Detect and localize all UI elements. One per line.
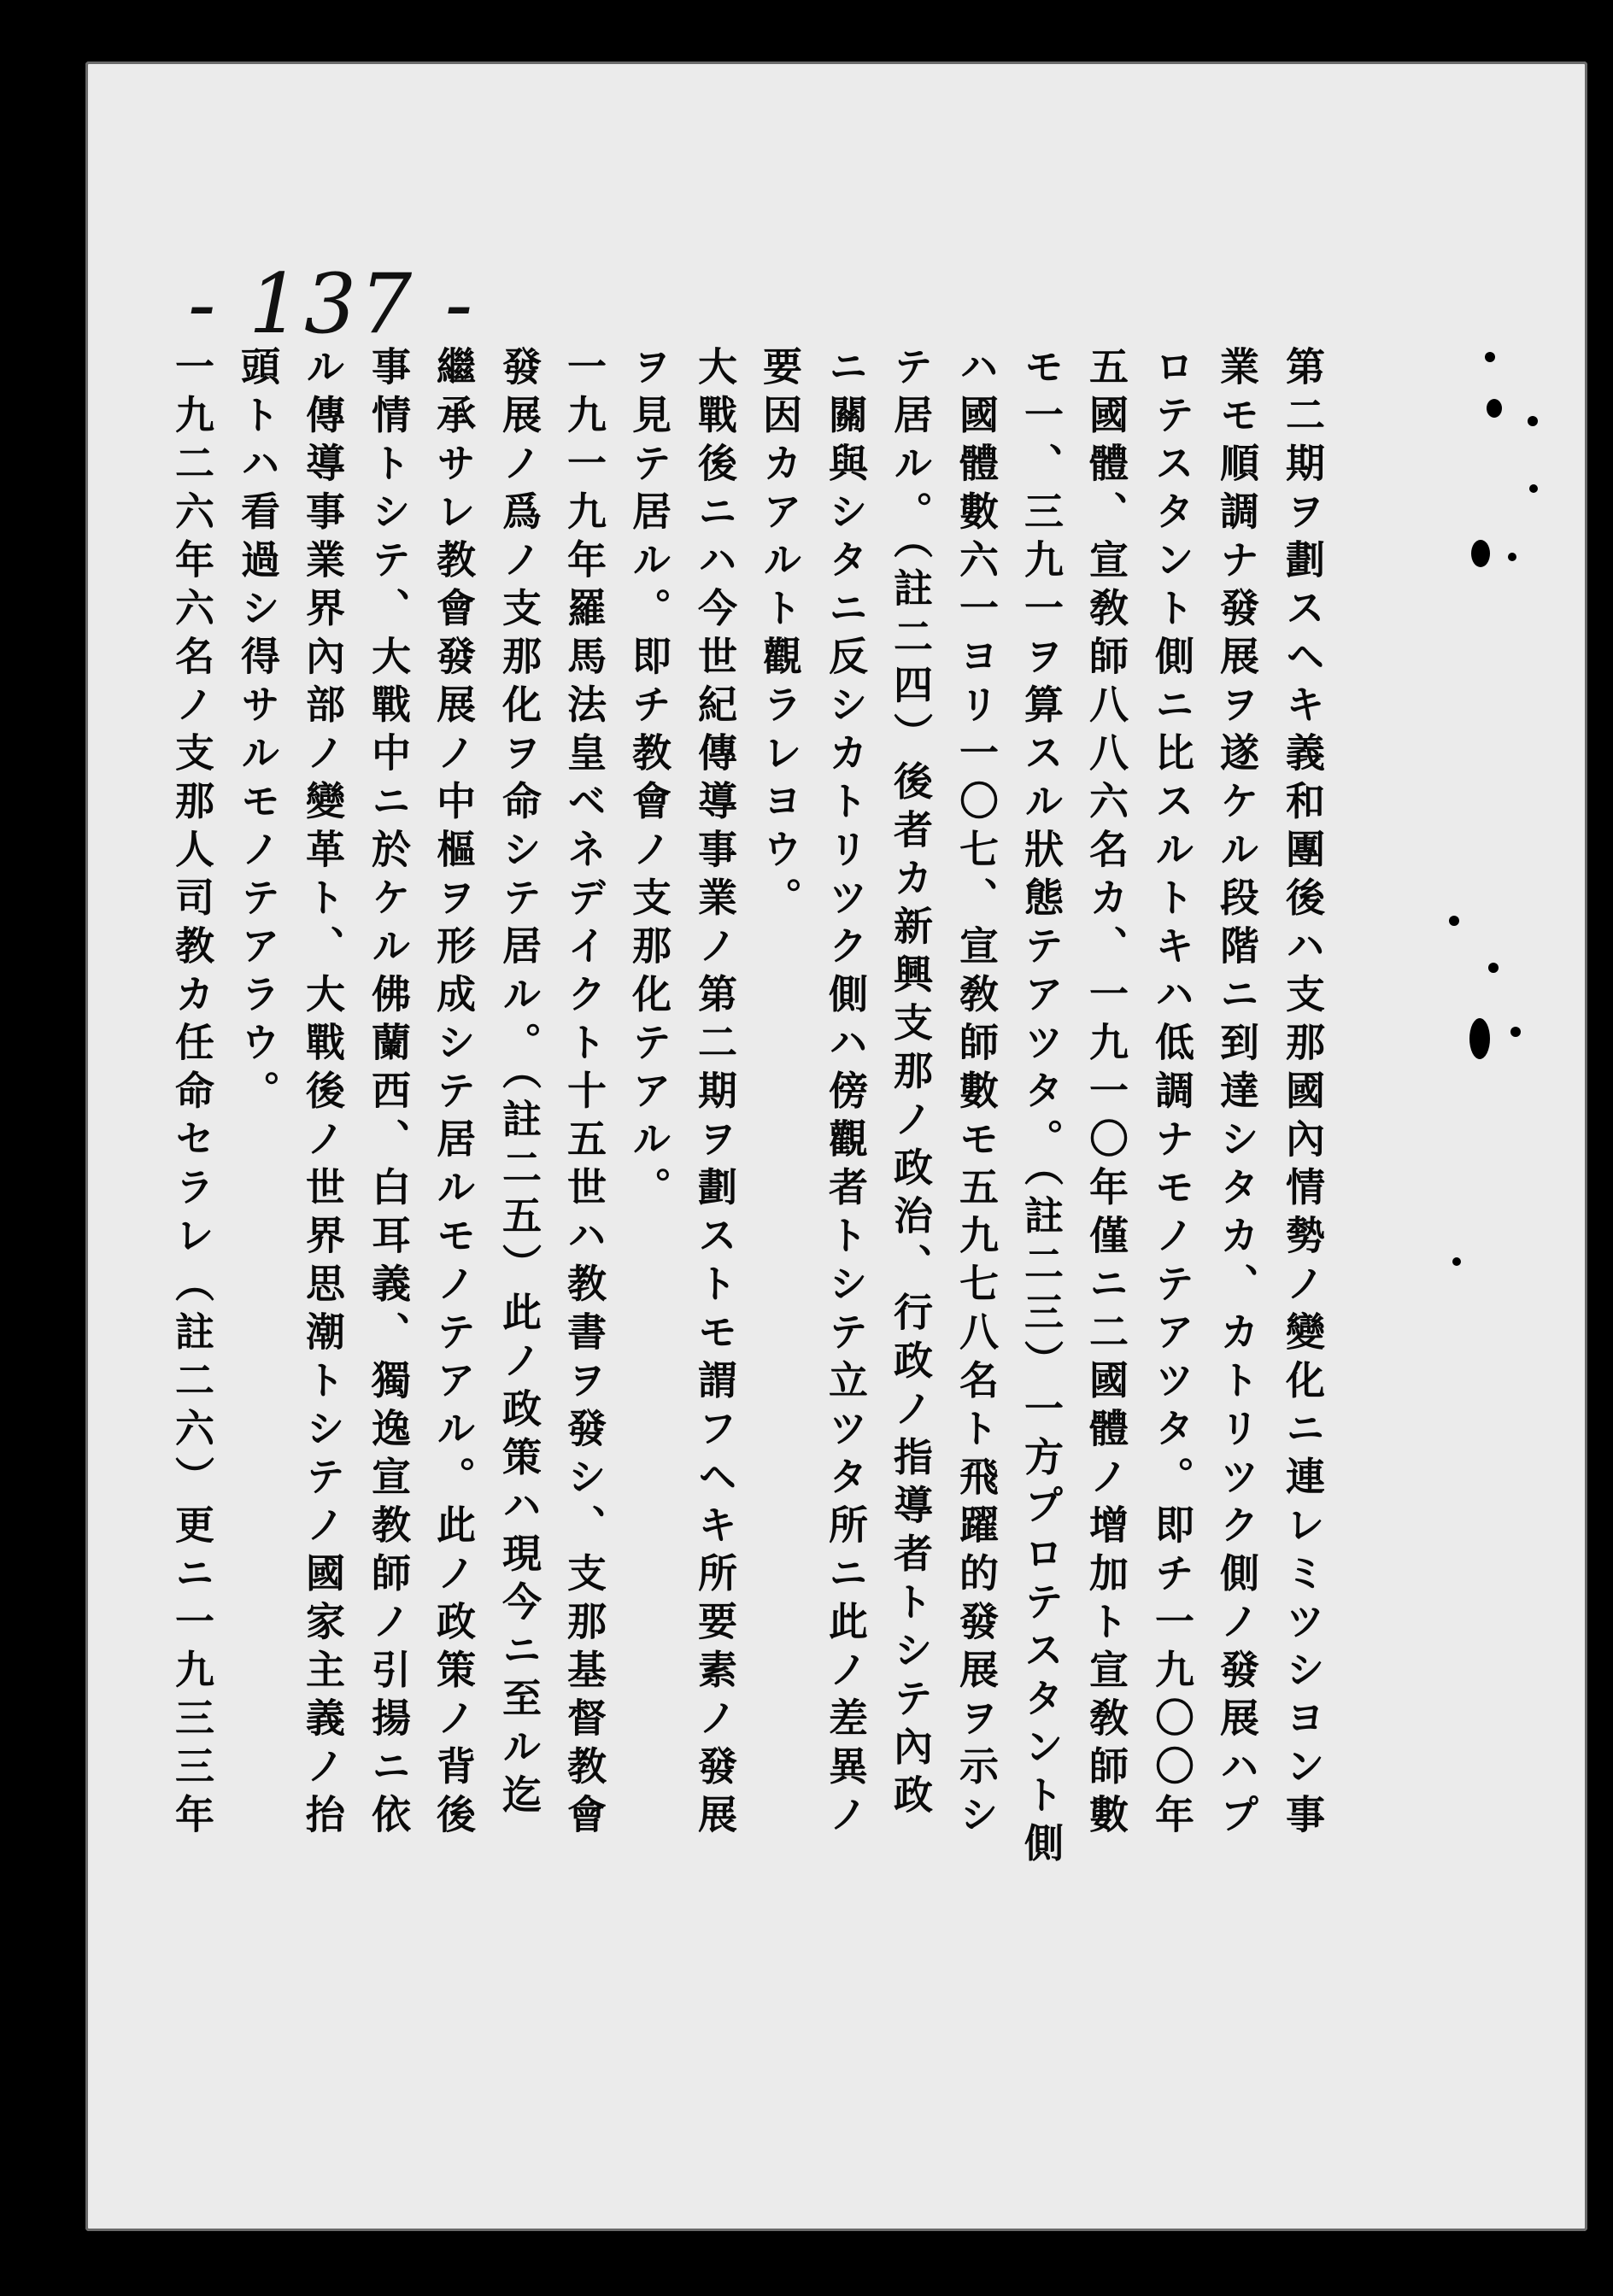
text-column-17: 頭トハ看過シ得サルモノテアラウ。: [235, 346, 281, 1118]
page-number: - 137 -: [188, 256, 477, 352]
ink-speck: [1469, 1018, 1490, 1059]
ink-speck: [1529, 484, 1538, 493]
text-column-10: 大戰後ニハ今世紀傳導事業ノ第二期ヲ劃ストモ謂フヘキ所要素ノ發展: [692, 346, 738, 1842]
text-column-16: ル傳導事業界內部ノ變革ト、大戰後ノ世界思潮トシテノ國家主義ノ抬: [300, 346, 346, 1842]
ink-speck: [1488, 963, 1499, 973]
text-column-12: 一九一九年羅馬法皇ベネデイクト十五世ハ教書ヲ發シ、支那基督教會: [561, 346, 607, 1842]
text-column-18: 一九二六年六名ノ支那人司教カ任命セラレ（註二六）更ニ一九三三年: [169, 346, 215, 1842]
text-column-8: ニ關與シタニ反シカトリツク側ハ傍觀者トシテ立ツタ所ニ此ノ差異ノ: [823, 346, 869, 1842]
text-column-1: 第二期ヲ劃スヘキ義和團後ハ支那國內情勢ノ變化ニ連レミツシヨン事: [1280, 346, 1326, 1842]
text-column-9: 要因カアルト觀ラレヨウ。: [757, 346, 803, 925]
text-column-2: 業モ順調ナ發展ヲ遂ケル段階ニ到達シタカ、カトリツク側ノ發展ハプ: [1214, 346, 1260, 1842]
ink-speck: [1485, 352, 1495, 362]
ink-speck: [1449, 916, 1459, 926]
text-column-6: ハ國體數六一ヨリ一〇七、宣敎師數モ五九七八名ト飛躍的發展ヲ示シ: [953, 346, 1000, 1842]
text-column-11: ヲ見テ居ル。即チ教會ノ支那化テアル。: [626, 346, 672, 1215]
text-column-7: テ居ル。（註二四）後者カ新興支那ノ政治、行政ノ指導者トシテ內政: [888, 346, 934, 1823]
text-column-14: 繼承サレ教會發展ノ中樞ヲ形成シテ居ルモノテアル。此ノ政策ノ背後: [431, 346, 477, 1842]
ink-speck: [1508, 553, 1516, 561]
ink-speck: [1471, 540, 1490, 567]
text-column-15: 事情トシテ、大戰中ニ於ケル佛蘭西、白耳義、獨逸宣教師ノ引揚ニ依: [366, 346, 412, 1842]
text-column-4: 五國體、宣敎師八八六名カ、一九一〇年僅ニ二國體ノ增加ト宣敎師數: [1083, 346, 1129, 1842]
ink-speck: [1528, 416, 1538, 426]
ink-speck: [1487, 399, 1502, 418]
text-column-13: 發展ノ爲ノ支那化ヲ命シテ居ル。（註二五）此ノ政策ハ現今ニ至ル迄: [496, 346, 543, 1823]
text-column-3: ロテスタント側ニ比スルトキハ低調ナモノテアツタ。即チ一九〇〇年: [1149, 346, 1195, 1842]
ink-speck: [1510, 1027, 1521, 1037]
ink-speck: [1452, 1257, 1461, 1266]
text-column-5: モ一、三九一ヲ算スル狀態テアツタ。（註二三）一方プロテスタント側: [1018, 346, 1065, 1871]
